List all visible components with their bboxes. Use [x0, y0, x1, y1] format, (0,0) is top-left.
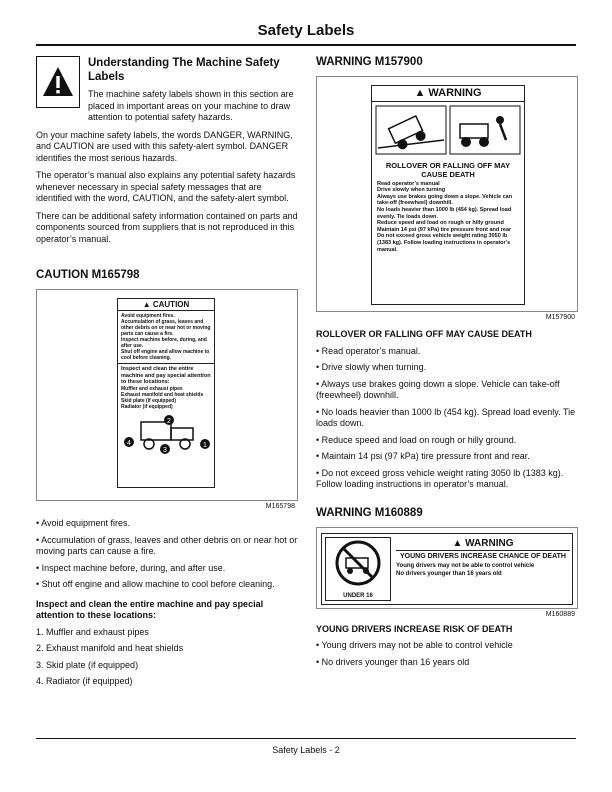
rollover-decal [371, 85, 525, 305]
warning-m160889-heading: WARNING M160889 [316, 506, 423, 519]
rollover-decal-title: ROLLOVER OR FALLING OFF MAY CAUSE DEATH [385, 160, 511, 179]
young-drivers-decal-title: YOUNG DRIVERS INCREASE CHANCE OF DEATH [400, 552, 566, 560]
rollover-decal-line: Reduce speed and load on rough or hilly ground [377, 220, 504, 227]
page-footer [36, 738, 576, 755]
list-item: • No loads heavier than 1000 lb (454 kg). Spread load evenly. Tie loads down. [316, 406, 576, 428]
rollover-decal-line: Maintain 14 psi (97 kPa) tire pressure front and rear [377, 226, 512, 233]
caution-triangle-icon: ▲ [142, 300, 151, 309]
page-title: Safety Labels [257, 22, 355, 39]
svg-text:2: 2 [167, 417, 171, 425]
list-item: • Reduce speed and load on rough or hilly ground. [316, 434, 517, 445]
list-item: • Accumulation of grass, leaves and other debris on or near hot or moving parts can cause a fire. [36, 534, 298, 556]
warning-young-drivers-image [316, 527, 578, 609]
rollover-subheading: ROLLOVER OR FALLING OFF MAY CAUSE DEATH [316, 329, 532, 339]
location-item: 2. Exhaust manifold and heat shields [36, 643, 184, 653]
young-drivers-decal-line: No drivers younger than 16 years old [396, 570, 502, 577]
under-16-pictogram [325, 537, 391, 601]
list-item: • Drive slowly when turning. [316, 362, 427, 372]
rollover-pictogram [372, 102, 524, 158]
warning-triangle-icon: ▲ [414, 87, 426, 99]
rollover-decal-line: Always use brakes going down a slope. Vehicle can take-off (freewheel) downhill. [377, 193, 513, 207]
inspect-heading: Inspect and clean the entire machine and pay special attention to these locations: [36, 598, 264, 620]
rollover-decal-header: WARNING [428, 87, 482, 99]
list-item: • Do not exceed gross vehicle weight rating 3050 lb (1383 kg). Follow loading instructions in operator’s manual. [316, 467, 564, 489]
right-column [316, 56, 578, 673]
intro-paragraph: There can be additional safety information contained on parts and components sourced from suppliers that is not reproduced in this operator’s manual. [36, 210, 298, 244]
caution-m165798-heading: CAUTION M165798 [36, 269, 140, 281]
rollover-decal-line: No loads heavier than 1000 lb (454 kg). Spread load evenly. Tie loads down. [377, 206, 512, 220]
caution-decal-location: Exhaust manifold and heat shields [121, 391, 204, 398]
caution-image-caption: M165798 [265, 503, 295, 510]
caution-decal-line: Avoid equipment fires. [121, 313, 175, 319]
caution-bullets [36, 518, 298, 591]
intro-text [88, 56, 298, 130]
under-16-badge: UNDER 16 [343, 592, 373, 599]
young-drivers-decal-header: WARNING [465, 537, 514, 549]
caution-decal-header: CAUTION [152, 300, 190, 309]
location-item: 1. Muffler and exhaust pipes [36, 626, 149, 637]
warning-triangle-icon [41, 65, 75, 99]
svg-text:4: 4 [127, 439, 131, 447]
location-item: 4. Radiator (if equipped) [36, 676, 133, 686]
young-drivers-image-caption: M160889 [545, 610, 575, 618]
rollover-decal-line: Read operator’s manual [377, 180, 440, 187]
young-drivers-decal-line: Young drivers may not be able to control vehicle [396, 563, 535, 569]
caution-decal-location: Skid plate (if equipped) [121, 397, 177, 404]
list-item: • Shut off engine and allow machine to cool before cleaning. [36, 579, 275, 589]
no-drivers-icon [326, 538, 390, 588]
footer-page-label: Safety Labels - 2 [272, 745, 340, 755]
svg-text:3: 3 [163, 446, 167, 454]
caution-decal-location: Muffler and exhaust pipes [121, 385, 183, 392]
intro-paragraph: The operator’s manual also explains any potential safety hazards whenever necessary in special safety messages that are identified with the word, CAUTION, and the safety-alert symbol. [36, 170, 296, 203]
intro-section [36, 56, 298, 130]
list-item: • Avoid equipment fires. [36, 518, 131, 528]
warning-rollover-image [316, 76, 578, 312]
location-item: 3. Skid plate (if equipped) [36, 659, 139, 670]
caution-decal-line: Inspect machine before, during, and after use. [121, 337, 207, 349]
rollover-image-caption: M157900 [545, 314, 575, 321]
intro-paragraph: On your machine safety labels, the words DANGER, WARNING, and CAUTION are used with this safety-alert symbol. DANGER identifies the most serious hazards. [36, 129, 293, 163]
list-item: • Inspect machine before, during, and after use. [36, 562, 226, 573]
caution-decal-location: Radiator (if equipped) [121, 403, 173, 410]
intro-heading: Understanding The Machine Safety Labels [88, 57, 280, 83]
caution-label-image [36, 289, 298, 501]
caution-decal-line: Shut off engine and allow machine to cool before cleaning. [121, 349, 210, 361]
list-item: • No drivers younger than 16 years old [316, 656, 470, 667]
left-column [36, 56, 298, 693]
caution-decal-lower-title: Inspect and clean the entire machine and pay special attention to these locations: [121, 366, 211, 385]
rollover-decal-line: Do not exceed gross vehicle weight rating 3050 lb (1383 kg). Follow loading instructions in operator’s manual. [377, 233, 511, 253]
young-drivers-subheading: YOUNG DRIVERS INCREASE RISK OF DEATH [316, 623, 513, 634]
list-item: • Young drivers may not be able to control vehicle [316, 640, 513, 650]
warning-triangle-icon: ▲ [452, 537, 463, 549]
caution-decal [117, 298, 215, 488]
list-item: • Always use brakes going down a slope. Vehicle can take-off (freewheel) downhill. [316, 378, 560, 400]
svg-text:1: 1 [203, 441, 207, 449]
safety-alert-symbol-box [36, 56, 80, 108]
list-item: • Maintain 14 psi (97 kPa) tire pressure front and rear. [316, 451, 530, 461]
page-header [36, 20, 576, 46]
young-drivers-decal [321, 533, 573, 605]
list-item: • Read operator’s manual. [316, 345, 421, 356]
caution-decal-line: Accumulation of grass, leaves and other debris on or near hot or moving parts can cause a fire. [121, 319, 211, 337]
warning-m157900-heading: WARNING M157900 [316, 56, 423, 68]
utility-vehicle-icon [121, 412, 213, 456]
intro-paragraph: The machine safety labels shown in this section are placed in important areas on your machine to draw attention to potential safety hazards. [88, 89, 294, 122]
rollover-decal-line: Drive slowly when turning [377, 187, 446, 194]
